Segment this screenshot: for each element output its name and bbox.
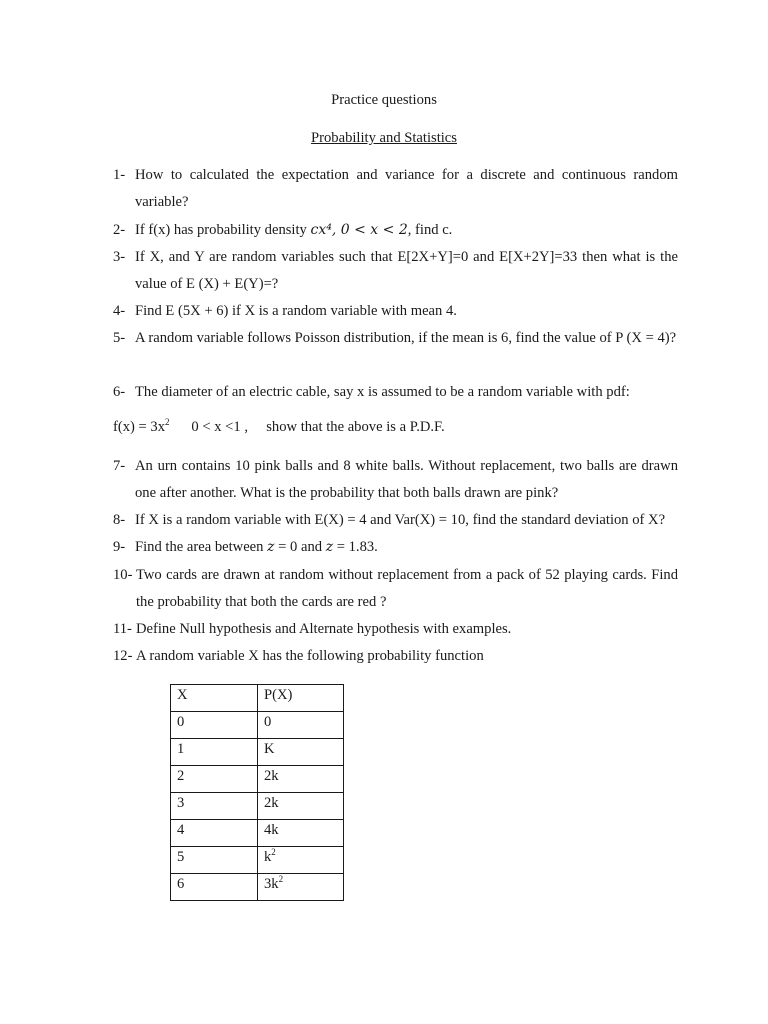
probability-table bbox=[170, 684, 344, 901]
cell-x: 2 bbox=[171, 766, 258, 793]
density-formula: cx⁴, 0 < x < 2 bbox=[310, 222, 408, 238]
question-number: 11- bbox=[113, 621, 132, 637]
table-row bbox=[171, 712, 344, 739]
table-header-row bbox=[171, 685, 344, 712]
page-subtitle bbox=[0, 130, 768, 147]
question-text: A random variable follows Poisson distribution, if the mean is 6, find the value of P (X = 4)? bbox=[135, 330, 677, 346]
question-number: 4- bbox=[113, 303, 126, 319]
question-text: How to calculated the expectation and variance for a discrete and continuous random variable? bbox=[135, 167, 678, 210]
question-text: An urn contains 10 pink balls and 8 white balls. Without replacement, two balls are drawn one after another. What is the probability that both balls drawn are pink? bbox=[135, 458, 678, 501]
cell-px bbox=[258, 793, 344, 820]
cell-px-value: 4k bbox=[264, 822, 279, 838]
question-text: If X is a random variable with E(X) = 4 and Var(X) = 10, find the standard deviation of X? bbox=[135, 512, 666, 528]
question-number: 5- bbox=[113, 330, 126, 346]
question-text-post: = 1.83. bbox=[333, 539, 378, 555]
question-4 bbox=[113, 298, 678, 325]
question-number: 2- bbox=[113, 222, 126, 238]
question-text: Define Null hypothesis and Alternate hypothesis with examples. bbox=[136, 621, 512, 637]
question-3 bbox=[113, 244, 678, 298]
table-row bbox=[171, 847, 344, 874]
question-text-post: , find c. bbox=[407, 222, 453, 238]
pdf-range: 0 < x <1 , bbox=[191, 419, 248, 435]
question-text-mid: = 0 and bbox=[274, 539, 326, 555]
question-text-pre: Find the area between bbox=[135, 539, 268, 555]
question-number: 3- bbox=[113, 249, 126, 265]
pdf-function: f(x) = 3x bbox=[113, 419, 165, 435]
question-6 bbox=[113, 379, 678, 406]
cell-x: 1 bbox=[171, 739, 258, 766]
cell-px bbox=[258, 820, 344, 847]
cell-px-value: K bbox=[264, 741, 275, 757]
question-text bbox=[135, 217, 678, 244]
question-text-pre: If f(x) has probability density bbox=[135, 222, 311, 238]
question-text: Find E (5X + 6) if X is a random variable with mean 4. bbox=[135, 303, 457, 319]
question-number: 12- bbox=[113, 648, 133, 664]
cell-px-value: 2k bbox=[264, 768, 279, 784]
question-2 bbox=[113, 217, 678, 244]
question-8 bbox=[113, 507, 678, 534]
pdf-statement bbox=[113, 419, 445, 436]
cell-px-value: k bbox=[264, 849, 272, 865]
question-text: A random variable X has the following probability function bbox=[136, 648, 484, 664]
question-text: Two cards are drawn at random without replacement from a pack of 52 playing cards. Find the probability that both the cards are red ? bbox=[136, 567, 678, 610]
table-row bbox=[171, 793, 344, 820]
cell-px bbox=[258, 766, 344, 793]
question-number: 10- bbox=[113, 567, 133, 583]
table-row bbox=[171, 739, 344, 766]
cell-px bbox=[258, 847, 344, 874]
z-variable: z bbox=[267, 539, 275, 555]
pdf-exponent: 2 bbox=[165, 417, 170, 428]
pdf-task: show that the above is a P.D.F. bbox=[266, 419, 445, 435]
table-row bbox=[171, 820, 344, 847]
question-11 bbox=[113, 616, 678, 643]
question-7 bbox=[113, 453, 678, 507]
question-9 bbox=[113, 534, 678, 561]
question-number: 6- bbox=[113, 384, 126, 400]
header-px: P(X) bbox=[258, 685, 344, 712]
question-text bbox=[135, 534, 678, 561]
question-number: 9- bbox=[113, 539, 126, 555]
cell-x: 6 bbox=[171, 874, 258, 901]
question-number: 1- bbox=[113, 167, 126, 183]
table-row bbox=[171, 766, 344, 793]
header-x: X bbox=[171, 685, 258, 712]
cell-px-value: 0 bbox=[264, 714, 272, 730]
cell-x: 5 bbox=[171, 847, 258, 874]
question-12 bbox=[113, 643, 678, 670]
page-title: Practice questions bbox=[331, 92, 437, 108]
table-row bbox=[171, 874, 344, 901]
cell-px-exponent: 2 bbox=[278, 874, 284, 885]
cell-px-value: 2k bbox=[264, 795, 279, 811]
cell-x: 4 bbox=[171, 820, 258, 847]
cell-x: 3 bbox=[171, 793, 258, 820]
question-text: The diameter of an electric cable, say x is assumed to be a random variable with pdf: bbox=[135, 384, 630, 400]
question-10 bbox=[113, 562, 678, 616]
cell-px bbox=[258, 712, 344, 739]
cell-px-value: 3k bbox=[264, 876, 279, 892]
question-text: If X, and Y are random variables such that E[2X+Y]=0 and E[X+2Y]=33 then what is the value of E (X) + E(Y)=? bbox=[135, 249, 678, 292]
question-5 bbox=[113, 325, 678, 352]
question-1 bbox=[113, 162, 678, 216]
question-number: 8- bbox=[113, 512, 126, 528]
cell-x: 0 bbox=[171, 712, 258, 739]
subtitle-text: Probability and Statistics bbox=[311, 130, 457, 146]
cell-px bbox=[258, 874, 344, 901]
z-variable: z bbox=[325, 539, 334, 555]
cell-px-exponent: 2 bbox=[271, 847, 276, 858]
question-number: 7- bbox=[113, 458, 126, 474]
cell-px bbox=[258, 739, 344, 766]
